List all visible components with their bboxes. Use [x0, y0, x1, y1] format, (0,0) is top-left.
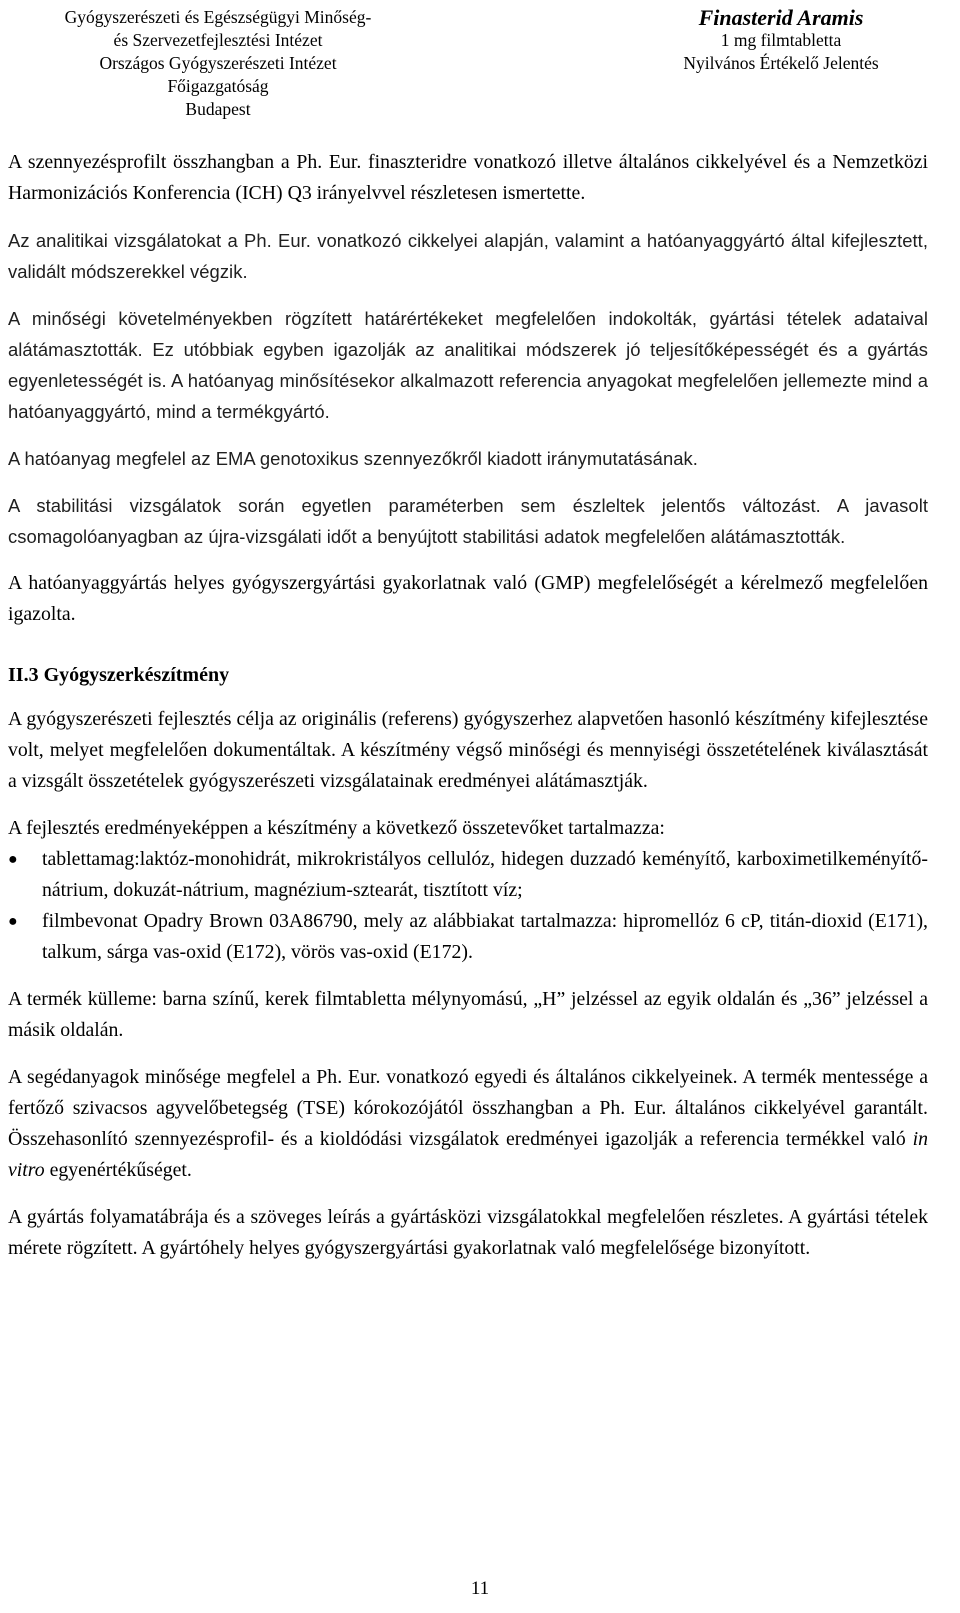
paragraph-development: A gyógyszerészeti fejlesztés célja az originális (referens) gyógyszerhez alapvetően hasonló készítmény kifejlesztése volt, melyet megfelelően dokumentáltak. A készítmény végső minőségi és mennyiségi összetételének kiválasztását a vizsgált összetételek gyógyszerészeti vizsgálatainak eredményei alátámasztják. — [8, 708, 928, 792]
page-number: 11 — [470, 1578, 490, 1599]
institution-line: Budapest — [185, 99, 251, 119]
document-body — [8, 147, 928, 1280]
paragraph-genotoxic: A hatóanyag megfelel az EMA genotoxikus szennyezőkről kiadott iránymutatásának. — [8, 448, 698, 469]
institution-block — [8, 6, 428, 121]
text-run: A segédanyagok minősége megfelel a Ph. Eur. vonatkozó egyedi és általános cikkelyeinek. A termék mentessége a fertőző szivacsos agyvelőbetegség (TSE) kórokozójától összhangban a Ph. Eur. általános cikkelyével garantált. Összehasonlító szennyezésprofil- és a kioldódási vizsgálatok eredményei igazolják a referencia termékkel való — [8, 1066, 928, 1150]
composition-list — [8, 844, 928, 968]
paragraph-impurity-profile: A szennyezésprofilt összhangban a Ph. Eur. finaszteridre vonatkozó illetve általános cikkelyével és a Nemzetközi Harmonizációs Konferencia (ICH) Q3 irányelvvel részletesen ismertette. — [8, 151, 928, 204]
paragraph-gmp: A hatóanyaggyártás helyes gyógyszergyártási gyakorlatnak való (GMP) megfelelőségét a kérelmező megfelelően igazolta. — [8, 572, 928, 625]
product-form: 1 mg filmtabletta — [720, 30, 842, 50]
paragraph-manufacturing: A gyártás folyamatábrája és a szöveges leírás a gyártásközi vizsgálatokkal megfelelően részletes. A gyártási tételek mérete rögzített. A gyártóhely helyes gyógyszergyártási gyakorlatnak való megfelelősége bizonyított. — [8, 1206, 928, 1259]
product-name: Finasterid Aramis — [698, 5, 864, 30]
product-block — [626, 6, 936, 75]
paragraph-specifications: A minőségi követelményekben rögzített határértékeket megfelelően indokolták, gyártási tételek adataival alátámasztották. Ez utóbbiak egyben igazolják az analitikai módszerek jó teljesítőképességét és a gyártás egyenletességét is. A hatóanyag minősítésekor alkalmazott referencia anyagokat megfelelően jellemezte mind a hatóanyaggyártó, mind a termékgyártó. — [8, 308, 928, 422]
list-item-text: tablettamag:laktóz-monohidrát, mikrokristályos cellulóz, hidegen duzzadó keményítő, karboximetilkeményítő-nátrium, dokuzát-nátrium, magnézium-sztearát, tisztított víz; — [42, 848, 928, 901]
page-header — [0, 6, 960, 124]
paragraph-appearance: A termék külleme: barna színű, kerek filmtabletta mélynyomású, „H” jelzéssel az egyik oldalán és „36” jelzéssel a másik oldalán. — [8, 988, 928, 1041]
paragraph-composition-intro: A fejlesztés eredményeképpen a készítmény a következő összetevőket tartalmazza: — [8, 817, 665, 839]
paragraph-analytical-tests: Az analitikai vizsgálatokat a Ph. Eur. vonatkozó cikkelyei alapján, valamint a hatóanyaggyártó által kifejlesztett, validált módszerekkel végzik. — [8, 230, 928, 282]
list-item-text: filmbevonat Opadry Brown 03A86790, mely az alábbiakat tartalmazza: hipromellóz 6 cP, titán-dioxid (E171), talkum, sárga vas-oxid (E172), vörös vas-oxid (E172). — [42, 910, 928, 963]
institution-line: és Szervezetfejlesztési Intézet — [113, 30, 323, 50]
text-run: egyenértékűséget. — [44, 1159, 192, 1181]
italic-term: in vitro — [8, 1128, 928, 1181]
paragraph-stability: A stabilitási vizsgálatok során egyetlen paraméterben sem észleltek jelentős változást. A javasolt csomagolóanyagban az újra-vizsgálati időt a benyújtott stabilitási adatok megfelelően alátámasztották. — [8, 495, 928, 547]
paragraph-excipients — [8, 1062, 928, 1186]
list-item — [8, 844, 928, 906]
bullet-icon: ● — [8, 851, 18, 868]
institution-line: Országos Gyógyszerészeti Intézet — [99, 53, 337, 73]
section-title: II.3 Gyógyszerkészítmény — [8, 664, 230, 686]
list-item — [8, 906, 928, 968]
institution-line: Gyógyszerészeti és Egészségügyi Minőség- — [64, 7, 372, 27]
report-type: Nyilvános Értékelő Jelentés — [683, 53, 879, 73]
bullet-icon: ● — [8, 913, 18, 930]
institution-line: Főigazgatóság — [167, 76, 269, 96]
